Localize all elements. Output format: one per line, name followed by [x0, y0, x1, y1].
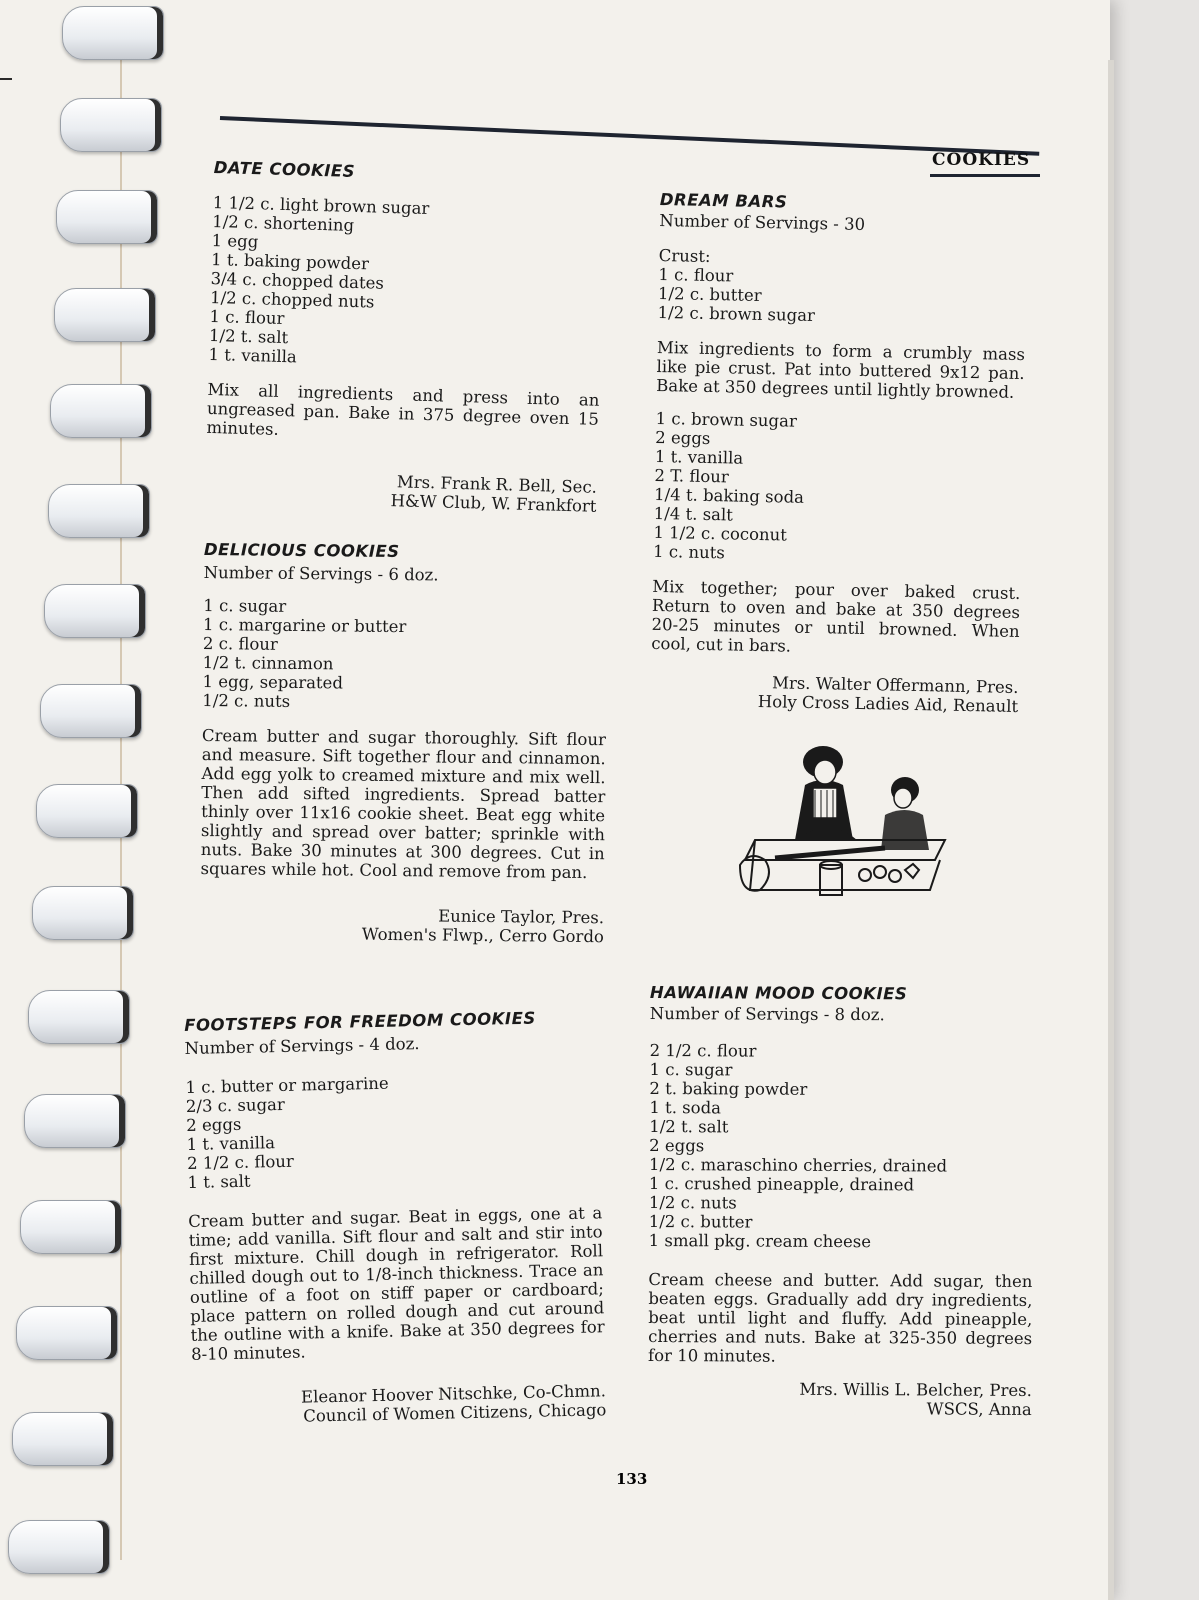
- instructions: Cream butter and sugar thoroughly. Sift flour and measure. Sift together flour and cinnamon. Add egg yolk to creamed mixture and mix well. Then add sifted ingredients. Spread batter thinly over 11x16 cookie sheet. Beat egg white slightly and spread over batter; sprinkle with nuts. Bake 30 minutes at 300 degrees. Cut in squares while hot. Cool and remove from pan.: [200, 725, 607, 883]
- crust-label: Crust:: [658, 245, 711, 266]
- ingredient: 3/4 c. chopped dates: [210, 268, 385, 293]
- ingredient: 1 c. margarine or butter: [203, 614, 407, 637]
- ingredient: 1 t. salt: [187, 1171, 251, 1192]
- recipe-credit: [192, 1381, 607, 1428]
- ingredient-list: [208, 193, 605, 375]
- crust-ingredient-list: [657, 265, 1026, 329]
- ingredient: 1/2 c. butter: [657, 283, 762, 305]
- ingredient: 1/4 t. salt: [653, 503, 734, 525]
- binding-ring: [24, 1094, 126, 1148]
- ingredient: 1/2 c. nuts: [202, 690, 291, 711]
- credit-org: Holy Cross Ladies Aid, Renault: [757, 691, 1019, 716]
- ingredient: 2 eggs: [186, 1114, 242, 1135]
- recipe-title: DELICIOUS COOKIES: [203, 540, 400, 562]
- ingredient: 2/3 c. sugar: [185, 1094, 285, 1116]
- ingredient: 1 1/2 c. coconut: [653, 522, 788, 545]
- recipe-hawaiian-cookies: [648, 983, 1034, 1419]
- binding-ring: [40, 684, 142, 738]
- ingredient: 1 c. butter or margarine: [185, 1073, 389, 1097]
- credit-name: Mrs. Walter Offermann, Pres.: [771, 673, 1019, 697]
- binding-ring: [12, 1412, 114, 1466]
- header-rule-short: [930, 174, 1040, 177]
- recipe-footsteps-cookies: [184, 1007, 607, 1428]
- ingredient: 1 t. soda: [649, 1097, 722, 1118]
- ingredient: 2 eggs: [655, 427, 711, 449]
- ingredient: 2 t. baking powder: [649, 1078, 808, 1099]
- ingredient: 1 1/2 c. light brown sugar: [212, 192, 430, 219]
- ingredient: 1/2 c. nuts: [648, 1192, 737, 1213]
- recipe-title: FOOTSTEPS FOR FREEDOM COOKIES: [184, 1008, 536, 1035]
- ingredient: 2 eggs: [649, 1135, 705, 1156]
- ingredient-list: [653, 409, 1024, 568]
- binding-ring: [32, 886, 134, 940]
- ingredient: 2 T. flour: [654, 465, 729, 487]
- instructions: Mix all ingredients and press into an ungreased pan. Bake in 375 degree oven 15 minutes.: [206, 379, 600, 439]
- binding-ring: [54, 288, 156, 342]
- binding-ring: [56, 190, 158, 244]
- ingredient: 1/2 t. cinnamon: [202, 652, 334, 674]
- ingredient: 2 1/2 c. flour: [186, 1151, 294, 1173]
- ingredient: 1/2 c. brown sugar: [657, 302, 816, 325]
- ingredient: 1/4 t. baking soda: [653, 484, 805, 507]
- credit-org: H&W Club, W. Frankfort: [390, 491, 597, 516]
- ingredient: 1/2 t. salt: [208, 325, 289, 348]
- binding-ring: [60, 98, 162, 152]
- binding-ring: [16, 1306, 118, 1360]
- recipe-delicious-cookies: [200, 540, 608, 946]
- ingredient: 1 t. vanilla: [654, 446, 744, 468]
- ingredient: 1/2 c. shortening: [211, 211, 355, 235]
- recipe-credit: [650, 671, 1019, 716]
- instructions: Cream cheese and butter. Add sugar, then beaten eggs. Gradually add dry ingredients, beat until light and fluffy. Add pineapple, cherries and nuts. Bake at 325-350 degrees for 10 minutes.: [647, 1269, 1033, 1366]
- recipe-title: DATE COOKIES: [213, 158, 356, 181]
- ingredient: 1 t. vanilla: [186, 1133, 276, 1154]
- ingredient: 1 egg: [211, 230, 259, 252]
- ingredient: 1 egg, separated: [202, 671, 344, 693]
- binding-ring: [48, 484, 150, 538]
- servings: Number of Servings - 4 doz.: [184, 1034, 420, 1058]
- ingredient: 1 t. vanilla: [208, 344, 298, 367]
- ingredient: 1/2 c. chopped nuts: [209, 287, 375, 312]
- credit-name: Mrs. Frank R. Bell, Sec.: [396, 472, 598, 497]
- page-number: 133: [616, 1470, 648, 1488]
- recipe-credit: [204, 467, 597, 516]
- ingredient: 1 c. sugar: [649, 1059, 733, 1080]
- ingredient: 1 t. baking powder: [210, 249, 370, 274]
- servings: Number of Servings - 8 doz.: [649, 1003, 885, 1025]
- binding-ring: [44, 584, 146, 638]
- binding-ring: [50, 384, 152, 438]
- ingredient: 1/2 t. salt: [649, 1116, 729, 1137]
- ingredient-list: [649, 1041, 1034, 1252]
- ingredient: 1 c. brown sugar: [655, 408, 798, 431]
- ingredient-list: [185, 1069, 601, 1192]
- recipe-title: DREAM BARS: [659, 190, 788, 212]
- credit-org: WSCS, Anna: [926, 1399, 1032, 1420]
- servings: Number of Servings - 6 doz.: [203, 562, 439, 585]
- ingredient: 1/2 c. butter: [648, 1211, 753, 1232]
- credit-name: Mrs. Willis L. Belcher, Pres.: [799, 1379, 1032, 1401]
- ingredient: 1/2 c. maraschino cherries, drained: [648, 1154, 948, 1176]
- ingredient: 1 c. nuts: [652, 541, 726, 563]
- ingredient: 1 small pkg. cream cheese: [648, 1230, 872, 1252]
- recipe-credit: [200, 904, 604, 946]
- credit-name: Eunice Taylor, Pres.: [438, 906, 605, 928]
- binding-ring: [36, 784, 138, 838]
- binding-ring: [8, 1520, 110, 1574]
- crust-instructions: Mix ingredients to form a crumbly mass like pie crust. Pat into buttered 9x12 pan. Bake at 350 degrees until lightly browned.: [656, 337, 1026, 402]
- ingredient: 1 c. flour: [209, 306, 285, 329]
- ingredient: 2 1/2 c. flour: [649, 1040, 757, 1061]
- page-edge: [1108, 60, 1114, 1600]
- binding-ring: [20, 1200, 122, 1254]
- recipe-title: HAWAIIAN MOOD COOKIES: [649, 983, 908, 1004]
- recipe-credit: [648, 1379, 1032, 1419]
- ingredient: 1 c. sugar: [203, 595, 287, 616]
- servings: Number of Servings - 30: [659, 210, 866, 234]
- baking-illustration: [735, 740, 950, 910]
- credit-name: Eleanor Hoover Nitschke, Co-Chmn.: [300, 1381, 607, 1407]
- instructions: Mix together; pour over baked crust. Return to oven and bake at 350 degrees 20-25 minutes or until browned. When cool, cut in bars.: [651, 576, 1021, 656]
- header-rule: [220, 116, 1039, 156]
- ingredient: 1 c. crushed pineapple, drained: [648, 1173, 915, 1195]
- credit-org: Women's Flwp., Cerro Gordo: [361, 924, 604, 947]
- section-title: COOKIES: [932, 150, 1031, 170]
- binding-ring: [62, 6, 164, 60]
- ingredient: 2 c. flour: [202, 633, 278, 654]
- recipe-date-cookies: [204, 158, 606, 516]
- binding-ring: [28, 990, 130, 1044]
- credit-org: Council of Women Citizens, Chicago: [303, 1400, 607, 1426]
- ingredient: 1 c. flour: [658, 264, 734, 286]
- ingredient-list: [202, 596, 607, 714]
- recipe-dream-bars: [650, 190, 1028, 716]
- instructions: Cream butter and sugar. Beat in eggs, one at a time; add vanilla. Sift flour and salt and stir into first mixture. Chill dough in refrigerator. Roll chilled dough out to 1/8-inch thickness. Trace an outline of a foot on stiff paper or cardboard; place pattern on rolled dough and cut around the outline with a knife. Bake at 350 degrees for 8-10 minutes.: [188, 1203, 605, 1364]
- spine-mark: [0, 78, 12, 80]
